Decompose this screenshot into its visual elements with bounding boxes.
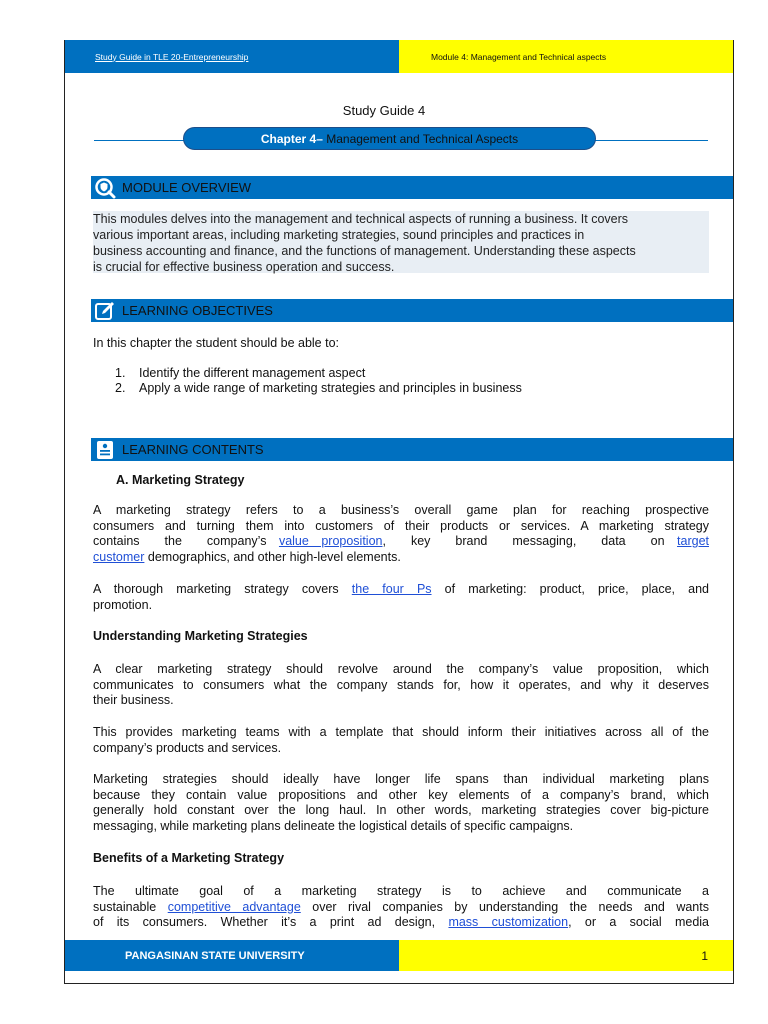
objectives-intro: In this chapter the student should be able to:: [93, 336, 340, 350]
module-label: Module 4: Management and Technical aspects: [431, 51, 607, 62]
text: A thorough marketing strategy covers: [93, 582, 352, 596]
learning-contents-bar: [91, 438, 733, 461]
header-left: [65, 40, 399, 73]
overview-text: [93, 211, 709, 273]
paragraph: [93, 503, 709, 565]
document-icon: [94, 439, 116, 461]
paragraph-line: because they contain value propositions and other key elements of a company’s brand, which: [93, 787, 709, 802]
paragraph-line: company’s products and services.: [93, 740, 282, 755]
paragraph-line: A marketing strategy refers to a business’s overall game plan for reaching prospective: [93, 503, 709, 517]
text: , key brand messaging, data on: [382, 534, 678, 548]
list-number: 2.: [115, 381, 126, 395]
list-text: Apply a wide range of marketing strategies and principles in business: [139, 381, 522, 395]
university-name: PANGASINAN STATE UNIVERSITY: [125, 949, 305, 962]
paragraph-line: [93, 534, 709, 550]
search-shield-icon: [94, 177, 116, 199]
paragraph-line: This provides marketing teams with a template that should inform their initiatives across all of the: [93, 725, 709, 739]
text: of its consumers. Whether it’s a print ad design,: [93, 915, 449, 929]
learning-objectives-bar: [91, 299, 733, 322]
section-heading: MODULE OVERVIEW: [122, 180, 252, 195]
paragraph-line: [93, 550, 709, 566]
target-customer-link[interactable]: target: [677, 534, 709, 548]
paragraph-line: [93, 900, 709, 916]
paragraph: [93, 725, 709, 756]
overview-line: This modules delves into the management and technical aspects of running a business. It covers: [93, 212, 629, 226]
section-heading: LEARNING CONTENTS: [122, 442, 264, 457]
value-proposition-link[interactable]: value proposition: [278, 534, 383, 548]
overview-line: business accounting and finance, and the functions of management. Understanding these aspects: [93, 244, 636, 258]
page-number: 1: [701, 948, 708, 963]
text: over rival companies by understanding the needs and wants: [300, 899, 709, 914]
paragraph: [93, 582, 709, 613]
paragraph: [93, 662, 709, 709]
paragraph-line: A clear marketing strategy should revolve around the company’s value proposition, which: [93, 662, 709, 676]
list-item: [115, 381, 522, 395]
subheading: Benefits of a Marketing Strategy: [93, 851, 285, 865]
section-heading: LEARNING OBJECTIVES: [122, 303, 273, 318]
text: contains the company’s: [93, 534, 279, 548]
competitive-advantage-link[interactable]: competitive advantage: [167, 899, 301, 914]
paragraph-line: messaging, while marketing plans delineate the logistical details of specific campaigns.: [93, 818, 574, 833]
paragraph-line: generally hold constant over the long haul. In other words, marketing strategies cover big-picture: [93, 803, 709, 817]
paragraph-line: communicates to consumers what the company stands for, how it operates, and why it deserves: [93, 677, 709, 692]
overview-line: various important areas, including marketing strategies, sound principles and practices in: [93, 228, 585, 242]
paragraph-line: [93, 915, 709, 931]
module-overview-bar: [91, 176, 733, 199]
paragraph-line: their business.: [93, 693, 174, 707]
text: , or a social media: [568, 915, 710, 929]
paragraph: [93, 884, 709, 931]
list-text: Identify the different management aspect: [139, 366, 366, 380]
four-ps-link[interactable]: the four Ps: [351, 582, 432, 596]
chapter-name: Management and Technical Aspects: [326, 132, 519, 146]
footer-left: [65, 940, 399, 971]
paragraph-line: consumers and turning them into customers of their products or services. A marketing strategy: [93, 518, 709, 533]
text: demographics, and other high-level elements.: [144, 549, 401, 564]
text: of marketing: product, price, place, and: [431, 582, 709, 596]
footer-right: [399, 940, 733, 971]
paragraph: [93, 772, 709, 834]
overview-line: is crucial for effective business operation and success.: [93, 260, 395, 274]
section-a-heading: A. Marketing Strategy: [116, 473, 245, 487]
mass-customization-link[interactable]: mass customization: [448, 915, 569, 929]
paragraph-line: Marketing strategies should ideally have longer life spans than individual marketing plans: [93, 772, 709, 786]
target-customer-link[interactable]: customer: [93, 549, 145, 564]
paragraph-line: [93, 582, 709, 598]
page-title: Study Guide 4: [342, 103, 426, 118]
edit-icon: [94, 300, 116, 322]
chapter-prefix: Chapter 4–: [260, 132, 323, 146]
list-item: [115, 366, 365, 380]
header-right: [399, 40, 733, 73]
chapter-banner: [183, 127, 596, 150]
subheading: Understanding Marketing Strategies: [93, 629, 308, 643]
paragraph-line: promotion.: [93, 597, 153, 612]
text: sustainable: [93, 899, 168, 914]
paragraph-line: The ultimate goal of a marketing strategy is to achieve and communicate a: [93, 884, 709, 898]
course-link[interactable]: Study Guide in TLE 20-Entrepreneurship: [95, 51, 249, 62]
list-number: 1.: [115, 366, 126, 380]
